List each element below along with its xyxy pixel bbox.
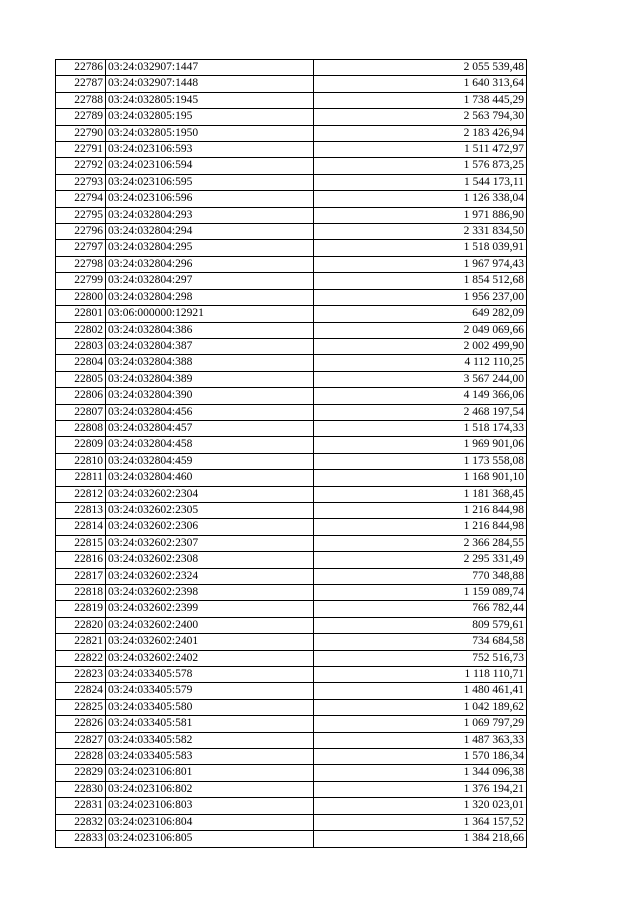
value-cell: 766 782,44 — [314, 601, 527, 617]
value-cell: 1 344 096,38 — [314, 765, 527, 781]
value-cell: 2 331 834,50 — [314, 224, 527, 240]
cadastral-number-cell: 03:24:032907:1447 — [106, 60, 314, 76]
value-cell: 1 216 844,98 — [314, 519, 527, 535]
value-cell: 1 518 174,33 — [314, 420, 527, 436]
cadastral-number-cell: 03:24:032804:296 — [106, 256, 314, 272]
value-cell: 2 055 539,48 — [314, 60, 527, 76]
cadastral-number-cell: 03:24:032602:2398 — [106, 585, 314, 601]
cadastral-number-cell: 03:24:032804:456 — [106, 404, 314, 420]
table-row — [56, 781, 527, 797]
row-number-cell: 22793 — [56, 174, 106, 190]
cadastral-number-cell: 03:24:033405:582 — [106, 732, 314, 748]
row-number-cell: 22794 — [56, 191, 106, 207]
row-number-cell: 22818 — [56, 585, 106, 601]
value-cell: 1 320 023,01 — [314, 798, 527, 814]
table-row — [56, 224, 527, 240]
table-row — [56, 191, 527, 207]
cadastral-number-cell: 03:24:032804:388 — [106, 355, 314, 371]
value-cell: 1 487 363,33 — [314, 732, 527, 748]
cadastral-number-cell: 03:24:032602:2304 — [106, 486, 314, 502]
value-cell: 1 384 218,66 — [314, 831, 527, 847]
cadastral-number-cell: 03:24:033405:579 — [106, 683, 314, 699]
row-number-cell: 22787 — [56, 76, 106, 92]
row-number-cell: 22828 — [56, 749, 106, 765]
table-row — [56, 388, 527, 404]
row-number-cell: 22811 — [56, 470, 106, 486]
cadastral-number-cell: 03:24:032804:458 — [106, 437, 314, 453]
row-number-cell: 22827 — [56, 732, 106, 748]
table-row — [56, 273, 527, 289]
table-row — [56, 207, 527, 223]
cadastral-number-cell: 03:24:032804:460 — [106, 470, 314, 486]
row-number-cell: 22825 — [56, 699, 106, 715]
value-cell: 1 511 472,97 — [314, 142, 527, 158]
value-cell: 1 971 886,90 — [314, 207, 527, 223]
value-cell: 4 149 366,06 — [314, 388, 527, 404]
row-number-cell: 22817 — [56, 568, 106, 584]
table-row — [56, 420, 527, 436]
value-cell: 649 282,09 — [314, 306, 527, 322]
value-cell: 1 159 089,74 — [314, 585, 527, 601]
table-row — [56, 519, 527, 535]
value-cell: 2 563 794,30 — [314, 109, 527, 125]
value-cell: 1 376 194,21 — [314, 781, 527, 797]
table-row — [56, 798, 527, 814]
row-number-cell: 22802 — [56, 322, 106, 338]
value-cell: 1 181 368,45 — [314, 486, 527, 502]
row-number-cell: 22820 — [56, 617, 106, 633]
table-row — [56, 355, 527, 371]
table-row — [56, 371, 527, 387]
cadastral-number-cell: 03:24:032804:386 — [106, 322, 314, 338]
table-row — [56, 306, 527, 322]
row-number-cell: 22797 — [56, 240, 106, 256]
cadastral-number-cell: 03:24:023106:801 — [106, 765, 314, 781]
table-row — [56, 716, 527, 732]
value-cell: 1 168 901,10 — [314, 470, 527, 486]
table-row — [56, 486, 527, 502]
table-row — [56, 683, 527, 699]
row-number-cell: 22815 — [56, 535, 106, 551]
value-cell: 1 956 237,00 — [314, 289, 527, 305]
row-number-cell: 22796 — [56, 224, 106, 240]
cadastral-number-cell: 03:24:032602:2307 — [106, 535, 314, 551]
value-cell: 1 069 797,29 — [314, 716, 527, 732]
value-cell: 809 579,61 — [314, 617, 527, 633]
cadastral-number-cell: 03:24:032602:2308 — [106, 552, 314, 568]
table-row — [56, 158, 527, 174]
row-number-cell: 22804 — [56, 355, 106, 371]
table-row — [56, 502, 527, 518]
cadastral-number-cell: 03:24:032602:2305 — [106, 502, 314, 518]
row-number-cell: 22786 — [56, 60, 106, 76]
data-table — [55, 59, 527, 848]
value-cell: 752 516,73 — [314, 650, 527, 666]
row-number-cell: 22809 — [56, 437, 106, 453]
table-row — [56, 60, 527, 76]
table-row — [56, 650, 527, 666]
table-row — [56, 667, 527, 683]
cadastral-number-cell: 03:24:032804:459 — [106, 453, 314, 469]
value-cell: 1 967 974,43 — [314, 256, 527, 272]
cadastral-number-cell: 03:24:023106:596 — [106, 191, 314, 207]
value-cell: 2 295 331,49 — [314, 552, 527, 568]
row-number-cell: 22792 — [56, 158, 106, 174]
value-cell: 2 366 284,55 — [314, 535, 527, 551]
cadastral-number-cell: 03:24:032804:390 — [106, 388, 314, 404]
value-cell: 1 126 338,04 — [314, 191, 527, 207]
value-cell: 1 544 173,11 — [314, 174, 527, 190]
table-row — [56, 338, 527, 354]
table-row — [56, 699, 527, 715]
cadastral-number-cell: 03:24:032804:294 — [106, 224, 314, 240]
table-row — [56, 601, 527, 617]
cadastral-number-cell: 03:24:032804:297 — [106, 273, 314, 289]
row-number-cell: 22798 — [56, 256, 106, 272]
cadastral-number-cell: 03:24:032907:1448 — [106, 76, 314, 92]
row-number-cell: 22812 — [56, 486, 106, 502]
cadastral-number-cell: 03:24:032602:2324 — [106, 568, 314, 584]
cadastral-number-cell: 03:24:023106:594 — [106, 158, 314, 174]
row-number-cell: 22800 — [56, 289, 106, 305]
row-number-cell: 22816 — [56, 552, 106, 568]
cadastral-number-cell: 03:24:023106:593 — [106, 142, 314, 158]
cadastral-number-cell: 03:24:023106:803 — [106, 798, 314, 814]
cadastral-number-cell: 03:24:032804:298 — [106, 289, 314, 305]
value-cell: 1 518 039,91 — [314, 240, 527, 256]
row-number-cell: 22801 — [56, 306, 106, 322]
table-row — [56, 92, 527, 108]
table-row — [56, 749, 527, 765]
cadastral-number-cell: 03:24:032805:1950 — [106, 125, 314, 141]
row-number-cell: 22805 — [56, 371, 106, 387]
cadastral-number-cell: 03:24:032804:457 — [106, 420, 314, 436]
cadastral-number-cell: 03:24:032804:293 — [106, 207, 314, 223]
value-cell: 1 570 186,34 — [314, 749, 527, 765]
value-cell: 1 854 512,68 — [314, 273, 527, 289]
value-cell: 1 969 901,06 — [314, 437, 527, 453]
cadastral-number-cell: 03:24:023106:804 — [106, 814, 314, 830]
row-number-cell: 22822 — [56, 650, 106, 666]
value-cell: 2 002 499,90 — [314, 338, 527, 354]
table-row — [56, 240, 527, 256]
row-number-cell: 22814 — [56, 519, 106, 535]
cadastral-number-cell: 03:24:032805:195 — [106, 109, 314, 125]
cadastral-number-cell: 03:24:033405:578 — [106, 667, 314, 683]
row-number-cell: 22806 — [56, 388, 106, 404]
row-number-cell: 22821 — [56, 634, 106, 650]
row-number-cell: 22803 — [56, 338, 106, 354]
value-cell: 1 216 844,98 — [314, 502, 527, 518]
cadastral-number-cell: 03:06:000000:12921 — [106, 306, 314, 322]
value-cell: 1 118 110,71 — [314, 667, 527, 683]
table-row — [56, 634, 527, 650]
row-number-cell: 22823 — [56, 667, 106, 683]
value-cell: 1 173 558,08 — [314, 453, 527, 469]
table-row — [56, 142, 527, 158]
table-row — [56, 535, 527, 551]
cadastral-number-cell: 03:24:032602:2401 — [106, 634, 314, 650]
table-row — [56, 289, 527, 305]
row-number-cell: 22824 — [56, 683, 106, 699]
cadastral-number-cell: 03:24:032804:295 — [106, 240, 314, 256]
row-number-cell: 22799 — [56, 273, 106, 289]
row-number-cell: 22795 — [56, 207, 106, 223]
table-row — [56, 404, 527, 420]
value-cell: 1 640 313,64 — [314, 76, 527, 92]
table-row — [56, 453, 527, 469]
table-row — [56, 322, 527, 338]
cadastral-number-cell: 03:24:032804:389 — [106, 371, 314, 387]
row-number-cell: 22832 — [56, 814, 106, 830]
table-row — [56, 831, 527, 847]
value-cell: 4 112 110,25 — [314, 355, 527, 371]
row-number-cell: 22833 — [56, 831, 106, 847]
cadastral-number-cell: 03:24:023106:802 — [106, 781, 314, 797]
cadastral-number-cell: 03:24:033405:580 — [106, 699, 314, 715]
value-cell: 1 364 157,52 — [314, 814, 527, 830]
table-row — [56, 617, 527, 633]
cadastral-number-cell: 03:24:032602:2399 — [106, 601, 314, 617]
cadastral-number-cell: 03:24:023106:595 — [106, 174, 314, 190]
row-number-cell: 22810 — [56, 453, 106, 469]
table-row — [56, 174, 527, 190]
cadastral-number-cell: 03:24:023106:805 — [106, 831, 314, 847]
cadastral-number-cell: 03:24:032602:2400 — [106, 617, 314, 633]
row-number-cell: 22791 — [56, 142, 106, 158]
value-cell: 770 348,88 — [314, 568, 527, 584]
row-number-cell: 22829 — [56, 765, 106, 781]
table-row — [56, 765, 527, 781]
row-number-cell: 22789 — [56, 109, 106, 125]
cadastral-number-cell: 03:24:032602:2306 — [106, 519, 314, 535]
table-row — [56, 814, 527, 830]
value-cell: 3 567 244,00 — [314, 371, 527, 387]
table-row — [56, 585, 527, 601]
row-number-cell: 22808 — [56, 420, 106, 436]
cadastral-number-cell: 03:24:033405:583 — [106, 749, 314, 765]
cadastral-number-cell: 03:24:032602:2402 — [106, 650, 314, 666]
row-number-cell: 22826 — [56, 716, 106, 732]
cadastral-number-cell: 03:24:033405:581 — [106, 716, 314, 732]
value-cell: 2 049 069,66 — [314, 322, 527, 338]
value-cell: 1 738 445,29 — [314, 92, 527, 108]
row-number-cell: 22813 — [56, 502, 106, 518]
table-row — [56, 552, 527, 568]
table-row — [56, 109, 527, 125]
cadastral-number-cell: 03:24:032804:387 — [106, 338, 314, 354]
value-cell: 2 183 426,94 — [314, 125, 527, 141]
row-number-cell: 22788 — [56, 92, 106, 108]
table-row — [56, 256, 527, 272]
cadastral-number-cell: 03:24:032805:1945 — [106, 92, 314, 108]
table-row — [56, 437, 527, 453]
value-cell: 734 684,58 — [314, 634, 527, 650]
row-number-cell: 22790 — [56, 125, 106, 141]
value-cell: 1 576 873,25 — [314, 158, 527, 174]
row-number-cell: 22819 — [56, 601, 106, 617]
table-body — [56, 60, 527, 848]
value-cell: 1 480 461,41 — [314, 683, 527, 699]
row-number-cell: 22830 — [56, 781, 106, 797]
value-cell: 1 042 189,62 — [314, 699, 527, 715]
table-row — [56, 732, 527, 748]
table-row — [56, 470, 527, 486]
table-row — [56, 76, 527, 92]
row-number-cell: 22831 — [56, 798, 106, 814]
table-row — [56, 125, 527, 141]
table-row — [56, 568, 527, 584]
value-cell: 2 468 197,54 — [314, 404, 527, 420]
row-number-cell: 22807 — [56, 404, 106, 420]
